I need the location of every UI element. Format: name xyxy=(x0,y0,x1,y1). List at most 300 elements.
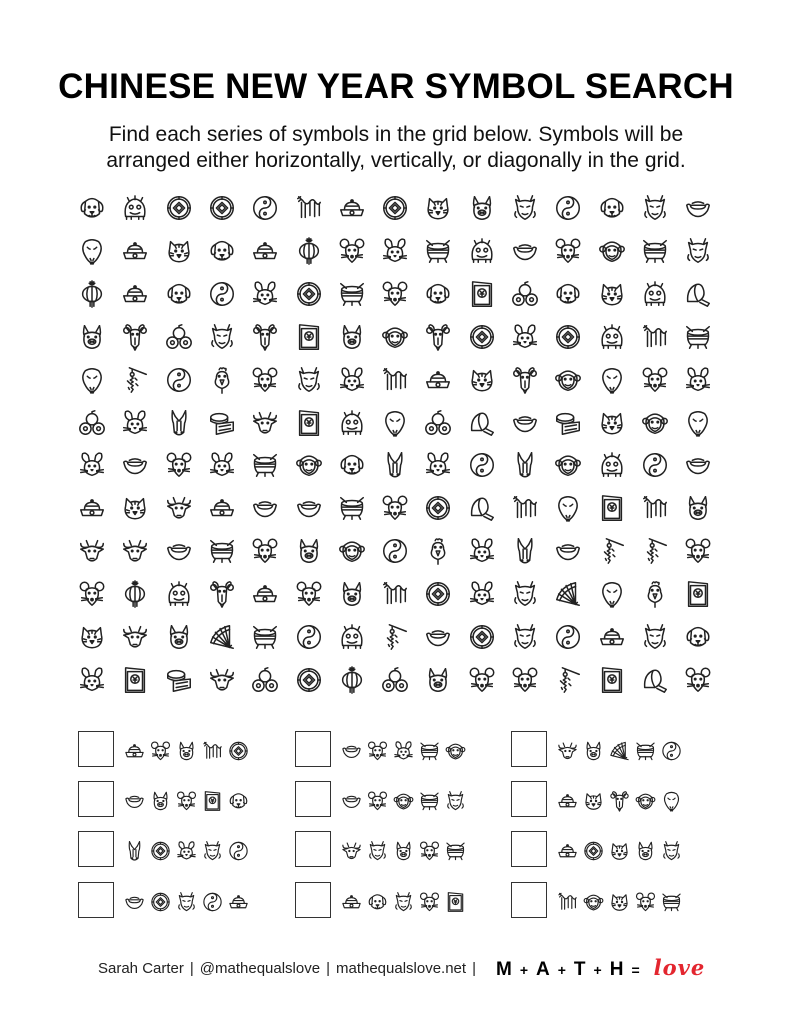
clue-item xyxy=(78,880,253,920)
rooster-icon xyxy=(640,579,670,609)
red-envelope-icon xyxy=(597,493,627,523)
lion-dance-icon xyxy=(337,408,367,438)
yin-yang-icon xyxy=(201,890,224,914)
clue-checkbox[interactable] xyxy=(511,731,547,767)
grid-cell[interactable] xyxy=(159,274,199,314)
grid-cell[interactable] xyxy=(592,660,632,700)
grid-cell[interactable] xyxy=(332,660,372,700)
grid-cell[interactable] xyxy=(159,488,199,528)
clue-checkbox[interactable] xyxy=(295,831,331,867)
grid-cell[interactable] xyxy=(72,403,112,443)
clue-checkbox[interactable] xyxy=(511,882,547,918)
grid-cell[interactable] xyxy=(245,660,285,700)
grid-cell[interactable] xyxy=(505,617,545,657)
rabbit-icon xyxy=(423,450,453,480)
grid-cell[interactable] xyxy=(375,617,415,657)
grid-cell[interactable] xyxy=(72,317,112,357)
grid-cell[interactable] xyxy=(418,445,458,485)
grid-cell[interactable] xyxy=(462,188,502,228)
clue-symbol xyxy=(123,735,146,763)
clue-symbol xyxy=(392,785,415,813)
brand-letter-h: H xyxy=(609,959,625,980)
grid-cell[interactable] xyxy=(202,274,242,314)
grid-cell[interactable] xyxy=(375,360,415,400)
grid-cell[interactable] xyxy=(115,231,155,271)
clue-symbol xyxy=(608,835,631,863)
tiger-icon xyxy=(77,622,107,652)
lion-dance-icon xyxy=(120,193,150,223)
grid-cell[interactable] xyxy=(635,488,675,528)
grid-cell[interactable] xyxy=(289,488,329,528)
grid-cell[interactable] xyxy=(505,274,545,314)
grid-cell[interactable] xyxy=(635,660,675,700)
grid-cell[interactable] xyxy=(678,188,718,228)
grid-cell[interactable] xyxy=(462,231,502,271)
grid-cell[interactable] xyxy=(678,317,718,357)
instructions-line-2: arranged either horizontally, vertically, or diagonally in the grid. xyxy=(106,149,686,172)
grid-cell[interactable] xyxy=(592,188,632,228)
fortune-cookie-icon xyxy=(467,493,497,523)
grid-cell[interactable] xyxy=(159,617,199,657)
grid-cell[interactable] xyxy=(592,445,632,485)
fan-icon xyxy=(553,579,583,609)
grid-cell[interactable] xyxy=(245,445,285,485)
clue-item xyxy=(295,829,470,869)
grid-cell[interactable] xyxy=(548,188,588,228)
rat-icon xyxy=(510,665,540,695)
grid-cell[interactable] xyxy=(159,231,199,271)
grid-cell[interactable] xyxy=(635,231,675,271)
rabbit-icon xyxy=(250,279,280,309)
hat-icon xyxy=(250,579,280,609)
grid-cell[interactable] xyxy=(332,274,372,314)
grid-cell[interactable] xyxy=(289,360,329,400)
grid-cell[interactable] xyxy=(289,317,329,357)
grid-cell[interactable] xyxy=(635,574,675,614)
grid-cell[interactable] xyxy=(375,317,415,357)
grid-cell[interactable] xyxy=(202,360,242,400)
grid-cell[interactable] xyxy=(289,531,329,571)
dragon-icon xyxy=(294,365,324,395)
grid-cell[interactable] xyxy=(678,617,718,657)
website-link[interactable]: mathequalslove.net xyxy=(335,959,467,977)
grid-cell[interactable] xyxy=(202,488,242,528)
rat-icon xyxy=(366,739,389,763)
goat-icon xyxy=(510,365,540,395)
monkey-icon xyxy=(640,408,670,438)
grid-cell[interactable] xyxy=(115,531,155,571)
grid-cell[interactable] xyxy=(505,360,545,400)
dragon-icon xyxy=(392,890,415,914)
grid-cell[interactable] xyxy=(418,403,458,443)
grid-cell[interactable] xyxy=(72,188,112,228)
grid-cell[interactable] xyxy=(678,574,718,614)
yin-yang-icon xyxy=(207,279,237,309)
clue-checkbox[interactable] xyxy=(78,882,114,918)
grid-cell[interactable] xyxy=(115,188,155,228)
clue-checkbox[interactable] xyxy=(511,781,547,817)
dragon-dance-icon xyxy=(510,493,540,523)
grid-cell[interactable] xyxy=(245,488,285,528)
grid-cell[interactable] xyxy=(245,574,285,614)
grid-cell[interactable] xyxy=(115,445,155,485)
clue-item xyxy=(511,880,686,920)
rat-icon xyxy=(380,279,410,309)
grid-cell[interactable] xyxy=(332,574,372,614)
tiger-icon xyxy=(423,193,453,223)
grid-cell[interactable] xyxy=(159,531,199,571)
ox-icon xyxy=(120,622,150,652)
grid-cell[interactable] xyxy=(462,274,502,314)
grid-cell[interactable] xyxy=(289,188,329,228)
clue-symbol xyxy=(444,886,467,914)
clue-item xyxy=(78,779,253,819)
grid-cell[interactable] xyxy=(418,317,458,357)
grid-cell[interactable] xyxy=(635,445,675,485)
grid-cell[interactable] xyxy=(462,617,502,657)
dog-icon xyxy=(207,236,237,266)
grid-cell[interactable] xyxy=(72,660,112,700)
grid-cell[interactable] xyxy=(375,274,415,314)
grid-cell[interactable] xyxy=(418,574,458,614)
grid-cell[interactable] xyxy=(678,488,718,528)
grid-cell[interactable] xyxy=(548,360,588,400)
grid-cell[interactable] xyxy=(202,617,242,657)
rabbit-icon xyxy=(207,450,237,480)
grid-cell[interactable] xyxy=(115,574,155,614)
grid-cell[interactable] xyxy=(375,188,415,228)
grid-cell[interactable] xyxy=(548,531,588,571)
grid-cell[interactable] xyxy=(375,403,415,443)
grid-cell[interactable] xyxy=(418,617,458,657)
grid-cell[interactable] xyxy=(202,317,242,357)
grid-cell[interactable] xyxy=(592,317,632,357)
grid-cell[interactable] xyxy=(202,188,242,228)
dragon-icon xyxy=(175,890,198,914)
fan-icon xyxy=(608,739,631,763)
grid-cell[interactable] xyxy=(592,531,632,571)
yin-yang-icon xyxy=(164,365,194,395)
grid-cell[interactable] xyxy=(289,574,329,614)
grid-cell[interactable] xyxy=(548,403,588,443)
grid-cell[interactable] xyxy=(375,445,415,485)
grid-cell[interactable] xyxy=(592,617,632,657)
pig-icon xyxy=(337,322,367,352)
grid-cell[interactable] xyxy=(418,188,458,228)
grid-cell[interactable] xyxy=(245,403,285,443)
grid-cell[interactable] xyxy=(332,188,372,228)
grid-cell[interactable] xyxy=(548,660,588,700)
grid-cell[interactable] xyxy=(202,231,242,271)
drum-icon xyxy=(337,493,367,523)
red-envelope-icon xyxy=(597,665,627,695)
grid-cell[interactable] xyxy=(678,403,718,443)
grid-cell[interactable] xyxy=(635,274,675,314)
grid-cell[interactable] xyxy=(159,360,199,400)
clue-symbol xyxy=(366,886,389,914)
grid-cell[interactable] xyxy=(678,445,718,485)
grid-cell[interactable] xyxy=(462,531,502,571)
clue-symbol xyxy=(634,785,657,813)
grid-cell[interactable] xyxy=(375,531,415,571)
grid-cell[interactable] xyxy=(678,274,718,314)
grid-cell[interactable] xyxy=(332,231,372,271)
clue-symbol xyxy=(340,835,363,863)
grid-cell[interactable] xyxy=(505,445,545,485)
grid-cell[interactable] xyxy=(202,574,242,614)
grid-cell[interactable] xyxy=(72,274,112,314)
grid-cell[interactable] xyxy=(159,574,199,614)
rabbit-icon xyxy=(120,408,150,438)
dog-icon xyxy=(597,193,627,223)
grid-cell[interactable] xyxy=(72,617,112,657)
grid-cell[interactable] xyxy=(548,231,588,271)
clue-checkbox[interactable] xyxy=(78,831,114,867)
grid-cell[interactable] xyxy=(332,617,372,657)
dragon-icon xyxy=(201,839,224,863)
grid-cell[interactable] xyxy=(202,531,242,571)
grid-cell[interactable] xyxy=(548,617,588,657)
grid-cell[interactable] xyxy=(462,574,502,614)
hat-icon xyxy=(423,365,453,395)
grid-cell[interactable] xyxy=(678,531,718,571)
lion-dance-icon xyxy=(640,279,670,309)
clue-symbol xyxy=(227,735,250,763)
pig-icon xyxy=(77,322,107,352)
grid-cell[interactable] xyxy=(159,317,199,357)
drum-icon xyxy=(640,236,670,266)
grid-cell[interactable] xyxy=(115,317,155,357)
drum-icon xyxy=(337,279,367,309)
grid-cell[interactable] xyxy=(505,531,545,571)
grid-cell[interactable] xyxy=(72,531,112,571)
grid-cell[interactable] xyxy=(548,445,588,485)
rabbit-icon xyxy=(392,739,415,763)
monkey-icon xyxy=(294,450,324,480)
grid-cell[interactable] xyxy=(418,274,458,314)
rat-icon xyxy=(294,579,324,609)
clue-checkbox[interactable] xyxy=(295,731,331,767)
clue-symbol xyxy=(149,785,172,813)
grid-cell[interactable] xyxy=(159,188,199,228)
grid-cell[interactable] xyxy=(462,445,502,485)
grid-cell[interactable] xyxy=(418,531,458,571)
clue-symbol xyxy=(634,735,657,763)
grid-cell[interactable] xyxy=(462,660,502,700)
grid-cell[interactable] xyxy=(72,445,112,485)
grid-cell[interactable] xyxy=(72,231,112,271)
clue-symbol xyxy=(123,785,146,813)
clue-symbol xyxy=(582,886,605,914)
grid-cell[interactable] xyxy=(418,231,458,271)
grid-cell[interactable] xyxy=(418,360,458,400)
clue-symbol xyxy=(608,785,631,813)
grid-cell[interactable] xyxy=(548,574,588,614)
grid-cell[interactable] xyxy=(548,488,588,528)
brand-logo xyxy=(496,955,705,981)
grid-cell[interactable] xyxy=(202,660,242,700)
grid-cell[interactable] xyxy=(462,317,502,357)
grid-cell[interactable] xyxy=(505,231,545,271)
clue-symbol xyxy=(175,785,198,813)
grid-cell[interactable] xyxy=(159,445,199,485)
fortune-cookie-icon xyxy=(640,665,670,695)
grid-cell[interactable] xyxy=(635,360,675,400)
grid-cell[interactable] xyxy=(332,317,372,357)
clue-symbol xyxy=(608,735,631,763)
grid-cell[interactable] xyxy=(678,360,718,400)
drum-icon xyxy=(418,789,441,813)
grid-cell[interactable] xyxy=(592,403,632,443)
grid-cell[interactable] xyxy=(115,274,155,314)
grid-cell[interactable] xyxy=(332,531,372,571)
clue-checkbox[interactable] xyxy=(78,781,114,817)
grid-cell[interactable] xyxy=(375,660,415,700)
clue-symbol xyxy=(227,886,250,914)
grid-cell[interactable] xyxy=(462,403,502,443)
grid-cell[interactable] xyxy=(505,574,545,614)
grid-cell[interactable] xyxy=(635,531,675,571)
ox-icon xyxy=(77,536,107,566)
monkey-icon xyxy=(553,450,583,480)
clue-symbol xyxy=(366,735,389,763)
rabbit-icon xyxy=(175,839,198,863)
tiger-icon xyxy=(608,839,631,863)
grid-cell[interactable] xyxy=(505,403,545,443)
clue-item xyxy=(511,729,686,769)
grid-cell[interactable] xyxy=(115,660,155,700)
grid-cell[interactable] xyxy=(462,488,502,528)
grid-cell[interactable] xyxy=(245,317,285,357)
grid-cell[interactable] xyxy=(505,488,545,528)
dragon-icon xyxy=(640,193,670,223)
red-envelope-icon xyxy=(467,279,497,309)
rabbit-icon xyxy=(467,579,497,609)
dog-icon xyxy=(337,450,367,480)
grid-cell[interactable] xyxy=(548,274,588,314)
grid-cell[interactable] xyxy=(635,317,675,357)
grid-cell[interactable] xyxy=(375,574,415,614)
grid-cell[interactable] xyxy=(635,617,675,657)
grid-cell[interactable] xyxy=(159,403,199,443)
grid-cell[interactable] xyxy=(548,317,588,357)
grid-cell[interactable] xyxy=(332,403,372,443)
lantern-icon xyxy=(120,579,150,609)
drum-icon xyxy=(634,739,657,763)
clue-symbol xyxy=(340,886,363,914)
grid-cell[interactable] xyxy=(418,488,458,528)
grid-cell[interactable] xyxy=(635,403,675,443)
clue-symbol xyxy=(660,735,683,763)
pig-icon xyxy=(423,665,453,695)
clue-checkbox[interactable] xyxy=(78,731,114,767)
grid-cell[interactable] xyxy=(245,274,285,314)
clue-symbol xyxy=(608,886,631,914)
yin-yang-icon xyxy=(294,622,324,652)
grid-cell[interactable] xyxy=(375,231,415,271)
clue-checkbox[interactable] xyxy=(295,781,331,817)
coin-icon xyxy=(164,193,194,223)
grid-cell[interactable] xyxy=(245,360,285,400)
grid-cell[interactable] xyxy=(159,660,199,700)
grid-cell[interactable] xyxy=(678,660,718,700)
pig-icon xyxy=(392,839,415,863)
grid-cell[interactable] xyxy=(418,660,458,700)
grid-cell[interactable] xyxy=(115,360,155,400)
dragon-dance-icon xyxy=(640,322,670,352)
coin-icon xyxy=(467,322,497,352)
grid-cell[interactable] xyxy=(202,403,242,443)
dragon-icon xyxy=(366,839,389,863)
grid-cell[interactable] xyxy=(289,231,329,271)
grid-cell[interactable] xyxy=(289,445,329,485)
grid-cell[interactable] xyxy=(505,660,545,700)
rat-icon xyxy=(683,536,713,566)
grid-cell[interactable] xyxy=(332,445,372,485)
grid-cell[interactable] xyxy=(245,188,285,228)
brand-equals: = xyxy=(631,962,641,978)
grid-cell[interactable] xyxy=(505,188,545,228)
grid-cell[interactable] xyxy=(289,617,329,657)
clue-item xyxy=(78,729,253,769)
tiger-icon xyxy=(597,279,627,309)
grid-cell[interactable] xyxy=(592,274,632,314)
clue-symbol xyxy=(201,886,224,914)
snake-icon xyxy=(597,365,627,395)
grid-cell[interactable] xyxy=(289,274,329,314)
grid-cell[interactable] xyxy=(72,360,112,400)
grid-cell[interactable] xyxy=(72,488,112,528)
clue-item xyxy=(295,779,470,819)
coin-icon xyxy=(207,193,237,223)
grid-cell[interactable] xyxy=(635,188,675,228)
grid-cell[interactable] xyxy=(245,231,285,271)
grid-cell[interactable] xyxy=(592,231,632,271)
ingot-icon xyxy=(510,408,540,438)
grid-cell[interactable] xyxy=(462,360,502,400)
hat-icon xyxy=(227,890,250,914)
clue-checkbox[interactable] xyxy=(511,831,547,867)
oranges-icon xyxy=(423,408,453,438)
grid-cell[interactable] xyxy=(592,360,632,400)
clue-symbol xyxy=(444,785,467,813)
grid-cell[interactable] xyxy=(289,403,329,443)
clue-checkbox[interactable] xyxy=(295,882,331,918)
grid-cell[interactable] xyxy=(245,617,285,657)
grid-cell[interactable] xyxy=(375,488,415,528)
clue-symbol xyxy=(227,835,250,863)
grid-cell[interactable] xyxy=(115,617,155,657)
grid-cell[interactable] xyxy=(592,574,632,614)
monkey-icon xyxy=(597,236,627,266)
pig-icon xyxy=(294,536,324,566)
grid-cell[interactable] xyxy=(332,488,372,528)
grid-cell[interactable] xyxy=(115,488,155,528)
grid-cell[interactable] xyxy=(72,574,112,614)
grid-cell[interactable] xyxy=(202,445,242,485)
hat-icon xyxy=(120,279,150,309)
grid-cell[interactable] xyxy=(592,488,632,528)
grid-cell[interactable] xyxy=(678,231,718,271)
grid-cell[interactable] xyxy=(332,360,372,400)
author-name: Sarah Carter xyxy=(98,959,184,977)
grid-cell[interactable] xyxy=(289,660,329,700)
pig-icon xyxy=(467,193,497,223)
ingot-icon xyxy=(683,193,713,223)
grid-cell[interactable] xyxy=(115,403,155,443)
grid-cell[interactable] xyxy=(245,531,285,571)
grid-cell[interactable] xyxy=(505,317,545,357)
